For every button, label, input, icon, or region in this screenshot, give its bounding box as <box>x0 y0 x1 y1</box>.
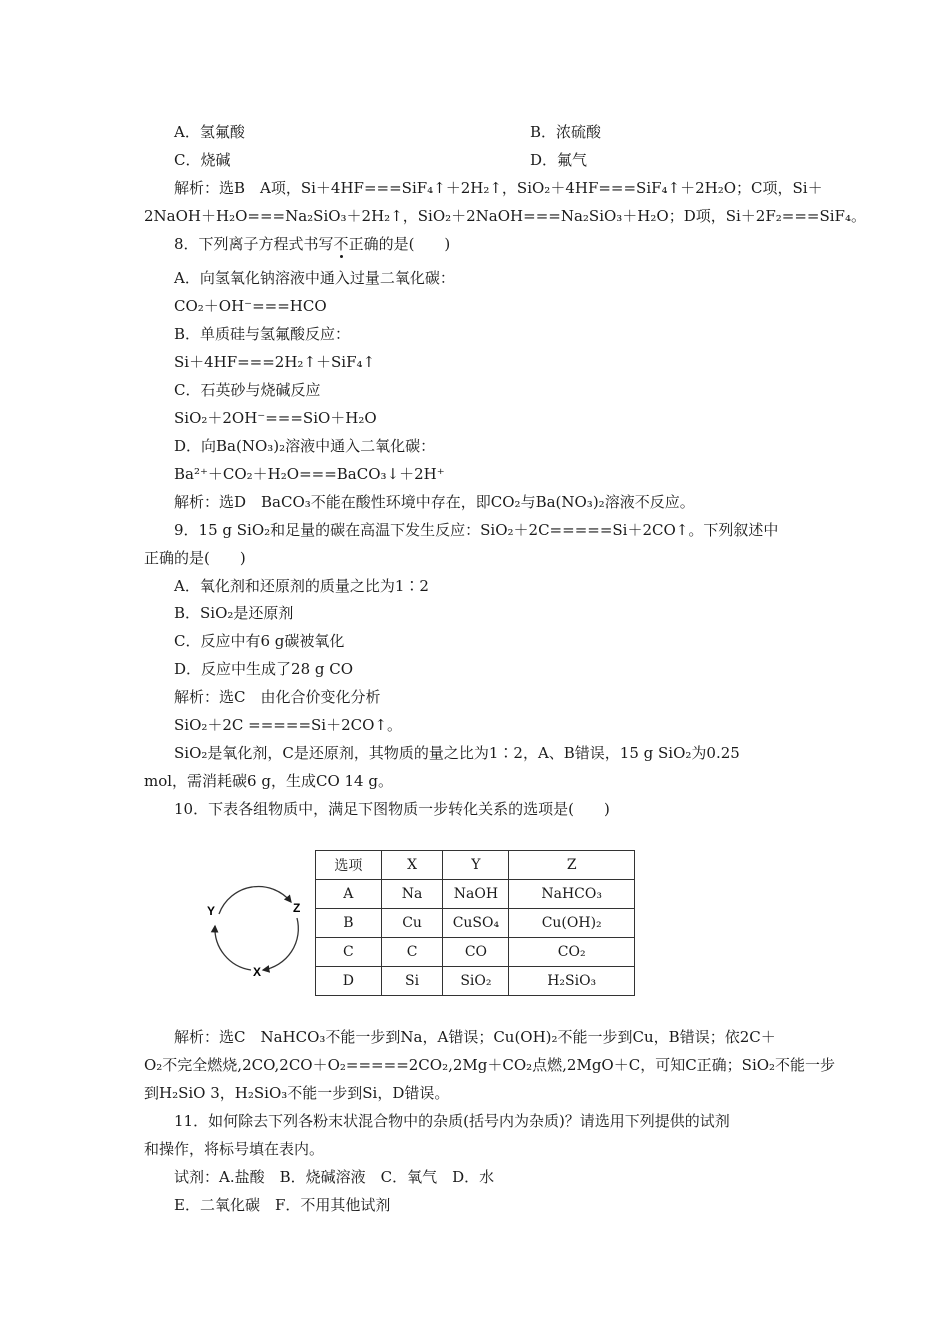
q10-stem: 10．下表各组物质中，满足下图物质一步转化关系的选项是( ) <box>174 800 610 818</box>
conversion-cycle-diagram <box>205 878 310 978</box>
table-row <box>316 909 635 938</box>
q9-option-c: C．反应中有6 g碳被氧化 <box>174 632 345 650</box>
q8-option-a: A．向氢氧化钠溶液中通入过量二氧化碳： <box>174 269 455 287</box>
table-cell: H₂SiO₃ <box>509 967 635 996</box>
q8-option-a-equation: CO₂＋OH⁻===HCO <box>174 297 327 315</box>
table-cell: CuSO₄ <box>443 909 509 938</box>
q7-option-b: B．浓硫酸 <box>530 123 602 141</box>
table-cell: NaHCO₃ <box>509 880 635 909</box>
table-cell: CO <box>443 938 509 967</box>
arrow-y-to-z <box>219 887 291 914</box>
q8-stem-pre: 8．下列离子方程式书写 <box>174 235 334 253</box>
q7-option-c: C．烧碱 <box>174 151 231 169</box>
table-cell: NaOH <box>443 880 509 909</box>
table-header-row <box>316 851 635 880</box>
table-cell: Na <box>381 880 443 909</box>
q11-stem-line2: 和操作，将标号填在表内。 <box>144 1140 325 1158</box>
cycle-label-y: Y <box>207 904 216 918</box>
q11-reagents-line2: E．二氧化碳 F．不用其他试剂 <box>174 1196 391 1214</box>
arrow-x-to-y <box>215 926 251 970</box>
q8-option-d-equation: Ba²⁺＋CO₂＋H₂O===BaCO₃↓＋2H⁺ <box>174 465 445 483</box>
table-cell: SiO₂ <box>443 967 509 996</box>
q9-stem-line2: 正确的是( ) <box>144 549 246 567</box>
q10-analysis-line2: O₂不完全燃烧,2CO,2CO＋O₂=====2CO₂,2Mg＋CO₂点燃,2MgO＋C，可知C正确；SiO₂不能一步 <box>144 1056 836 1074</box>
table-row <box>316 880 635 909</box>
table-header: 选项 <box>316 851 382 880</box>
q10-options-table <box>315 850 635 996</box>
q9-option-b: B．SiO₂是还原剂 <box>174 604 294 622</box>
cycle-label-z: Z <box>293 901 301 915</box>
table-header: Z <box>509 851 635 880</box>
table-cell: Si <box>381 967 443 996</box>
q8-option-b: B．单质硅与氢氟酸反应： <box>174 325 351 343</box>
q10-analysis-line3: 到H₂SiO 3，H₂SiO₃不能一步到Si，D错误。 <box>144 1084 450 1102</box>
table-cell: CO₂ <box>509 938 635 967</box>
cycle-label-x: X <box>253 965 262 978</box>
table-cell: Cu <box>381 909 443 938</box>
q8-analysis: 解析：选D BaCO₃不能在酸性环境中存在，即CO₂与Ba(NO₃)₂溶液不反应。 <box>174 493 695 511</box>
table-row <box>316 967 635 996</box>
q8-stem-post: 正确的是( ) <box>348 235 451 253</box>
q8-option-c-equation: SiO₂＋2OH⁻===SiO＋H₂O <box>174 409 377 427</box>
table-header: X <box>381 851 443 880</box>
q9-analysis-line4: mol，需消耗碳6 g，生成CO 14 g。 <box>144 772 393 790</box>
q9-analysis-line2: SiO₂＋2C =====Si＋2CO↑。 <box>174 716 402 734</box>
q7-analysis-line1: 解析：选B A项，Si＋4HF===SiF₄↑＋2H₂↑，SiO₂＋4HF===SiF₄↑＋2H₂O；C项，Si＋ <box>174 179 823 197</box>
q8-option-b-equation: Si＋4HF===2H₂↑＋SiF₄↑ <box>174 353 376 371</box>
q9-option-d: D．反应中生成了28 g CO <box>174 660 354 678</box>
table-cell: A <box>316 880 382 909</box>
table-cell: Cu(OH)₂ <box>509 909 635 938</box>
table-row <box>316 938 635 967</box>
table-cell: B <box>316 909 382 938</box>
q9-stem-line1: 9．15 g SiO₂和足量的碳在高温下发生反应：SiO₂＋2C=====Si＋2CO↑。下列叙述中 <box>174 521 779 539</box>
q11-stem-line1: 11．如何除去下列各粉末状混合物中的杂质(括号内为杂质)？请选用下列提供的试剂 <box>174 1112 730 1130</box>
q9-option-a: A．氧化剂和还原剂的质量之比为1∶2 <box>174 577 429 595</box>
q8-option-c: C．石英砂与烧碱反应 <box>174 381 321 399</box>
q8-stem <box>174 234 450 254</box>
q10-analysis-line1: 解析：选C NaHCO₃不能一步到Na，A错误；Cu(OH)₂不能一步到Cu，B错误；依2C＋ <box>174 1028 776 1046</box>
table-cell: C <box>316 938 382 967</box>
q8-option-d: D．向Ba(NO₃)₂溶液中通入二氧化碳： <box>174 437 436 455</box>
q7-analysis-line2: 2NaOH＋H₂O===Na₂SiO₃＋2H₂↑，SiO₂＋2NaOH===Na₂SiO₃＋H₂O；D项，Si＋2F₂===SiF₄。 <box>144 207 866 225</box>
q11-reagents-line1: 试剂：A.盐酸 B．烧碱溶液 C．氧气 D．水 <box>174 1168 495 1186</box>
q7-option-d: D．氟气 <box>530 151 588 169</box>
q8-stem-emphasis: 不 <box>333 235 349 253</box>
q7-option-a: A．氢氟酸 <box>174 123 245 141</box>
q9-analysis-line3: SiO₂是氧化剂，C是还原剂，其物质的量之比为1∶2，A、B错误，15 g SiO₂为0.25 <box>174 744 740 762</box>
table-cell: D <box>316 967 382 996</box>
arrow-z-to-x <box>263 918 298 970</box>
q9-analysis-line1: 解析：选C 由化合价变化分析 <box>174 688 381 706</box>
table-cell: C <box>381 938 443 967</box>
table-header: Y <box>443 851 509 880</box>
